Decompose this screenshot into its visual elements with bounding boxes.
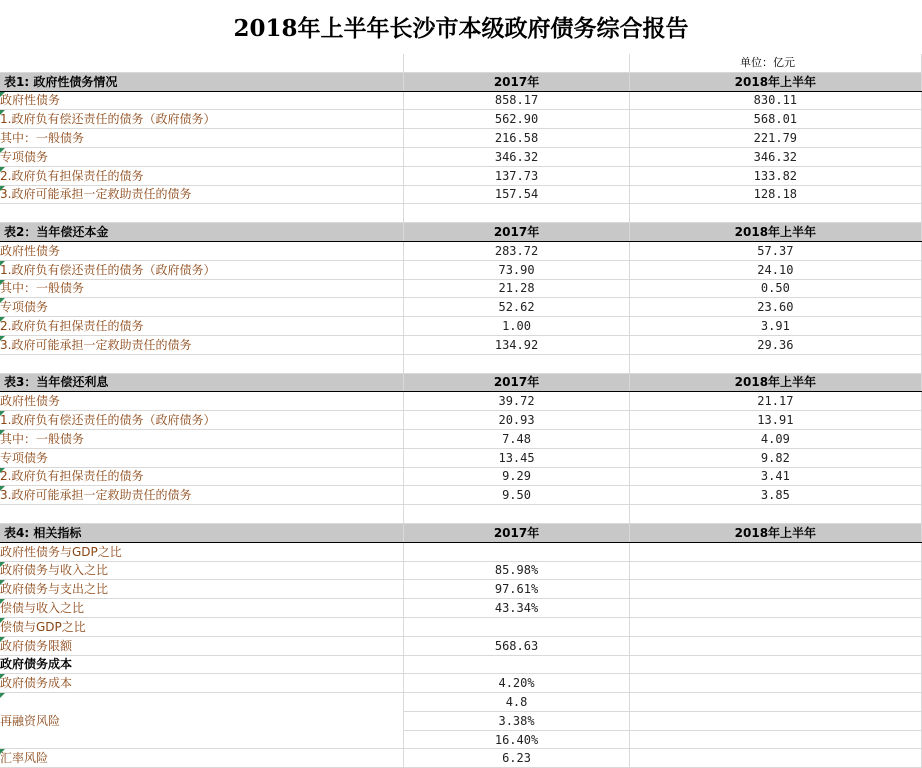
cell-value[interactable]: 346.32 [629,147,921,166]
cell-value[interactable] [629,561,921,580]
section-header [0,655,922,674]
row-label[interactable]: 政府性债务 [0,392,404,411]
cell-value[interactable]: 21.28 [404,279,629,298]
cell-value[interactable]: 128.18 [629,185,921,204]
cell-value[interactable]: 9.50 [404,486,629,505]
cell-value[interactable]: 52.62 [404,298,629,317]
cell-value[interactable]: 57.37 [629,241,921,260]
table-row [0,693,922,712]
cell-value[interactable]: 13.45 [404,448,629,467]
cell-value[interactable] [629,580,921,599]
unit-row [0,54,922,72]
table-title[interactable]: 表4: 相关指标 [0,523,404,542]
blank-row [0,354,922,373]
table-row [0,335,922,354]
table-header [0,523,922,542]
report-title: 2018年上半年长沙市本级政府债务综合报告 [233,14,689,42]
table-row [0,147,922,166]
row-label[interactable]: 1.政府负有偿还责任的债务（政府债务） [0,260,404,279]
column-header[interactable]: 2018年上半年 [629,373,921,392]
cell-value[interactable]: 568.01 [629,110,921,129]
cell-value[interactable]: 221.79 [629,129,921,148]
table-row [0,129,922,148]
blank-row [0,204,922,223]
cell-value[interactable]: 85.98% [404,561,629,580]
table-row [0,279,922,298]
table-row [0,467,922,486]
table-row [0,542,922,561]
debt-table [0,54,922,768]
cell-value[interactable]: 43.34% [404,599,629,618]
row-label[interactable]: 政府性债务与GDP之比 [0,542,404,561]
row-label[interactable]: 2.政府负有担保责任的债务 [0,317,404,336]
table-row [0,674,922,693]
cell-value[interactable] [404,542,629,561]
table-row [0,580,922,599]
cell-value[interactable]: 568.63 [404,636,629,655]
row-label[interactable]: 专项债务 [0,147,404,166]
row-label[interactable]: 政府性债务 [0,241,404,260]
column-header[interactable]: 2018年上半年 [629,72,921,91]
row-label[interactable]: 其中：一般债务 [0,129,404,148]
blank-row [0,505,922,524]
cell-value[interactable] [404,617,629,636]
table-row [0,317,922,336]
row-label[interactable]: 偿债与收入之比 [0,599,404,618]
table-row [0,448,922,467]
cell-value[interactable]: 830.11 [629,91,921,110]
cell-value[interactable] [629,617,921,636]
table-title[interactable]: 表2：当年偿还本金 [0,223,404,242]
table-row [0,486,922,505]
table-row [0,241,922,260]
cell-value[interactable]: 562.90 [404,110,629,129]
cell-value[interactable]: 134.92 [404,335,629,354]
row-label[interactable]: 专项债务 [0,298,404,317]
table-header [0,373,922,392]
row-label[interactable]: 政府债务成本 [0,674,404,693]
row-label[interactable]: 偿债与GDP之比 [0,617,404,636]
cell-value[interactable]: 157.54 [404,185,629,204]
table-row [0,298,922,317]
row-label[interactable]: 1.政府负有偿还责任的债务（政府债务） [0,411,404,430]
cell-value[interactable]: 29.36 [629,335,921,354]
cell-value[interactable]: 1.00 [404,317,629,336]
cell-value[interactable]: 0.50 [629,279,921,298]
table-title[interactable]: 表1: 政府性债务情况 [0,72,404,91]
cell-value[interactable]: 21.17 [629,392,921,411]
cell-value[interactable] [629,599,921,618]
cell-value[interactable]: 858.17 [404,91,629,110]
cell-value[interactable]: 4.20% [404,674,629,693]
table-row [0,617,922,636]
cell-value[interactable]: 6.23 [404,749,629,768]
cell-value[interactable]: 9.29 [404,467,629,486]
row-label[interactable]: 汇率风险 [0,749,404,768]
row-label[interactable]: 政府性债务 [0,91,404,110]
row-label[interactable]: 再融资风险 [0,693,404,749]
cell-value[interactable] [629,636,921,655]
cell-value[interactable]: 9.82 [629,448,921,467]
cell-value[interactable]: 3.85 [629,486,921,505]
section-title[interactable]: 政府债务成本 [0,655,404,674]
row-label[interactable]: 2.政府负有担保责任的债务 [0,467,404,486]
cell-value[interactable]: 137.73 [404,166,629,185]
table-header [0,223,922,242]
cell-value[interactable]: 20.93 [404,411,629,430]
row-label[interactable]: 1.政府负有偿还责任的债务（政府债务） [0,110,404,129]
table-row [0,260,922,279]
cell-value[interactable]: 7.48 [404,429,629,448]
cell-value[interactable]: 23.60 [629,298,921,317]
table-row [0,185,922,204]
row-label[interactable]: 政府债务与收入之比 [0,561,404,580]
cell-value[interactable]: 133.82 [629,166,921,185]
row-label[interactable]: 3.政府可能承担一定救助责任的债务 [0,335,404,354]
table-row [0,411,922,430]
table-row [0,429,922,448]
cell-value[interactable]: 3.41 [629,467,921,486]
table-row [0,392,922,411]
cell-value[interactable]: 3.91 [629,317,921,336]
cell-value[interactable]: 13.91 [629,411,921,430]
cell-value[interactable] [629,542,921,561]
table-header [0,72,922,91]
table-row [0,166,922,185]
unit-label: 单位：亿元 [740,56,795,69]
row-label[interactable]: 政府债务限额 [0,636,404,655]
row-label[interactable]: 专项债务 [0,448,404,467]
cell-value[interactable]: 97.61% [404,580,629,599]
cell-value[interactable]: 4.8 [404,693,629,712]
row-label[interactable]: 其中：一般债务 [0,429,404,448]
cell-value[interactable]: 346.32 [404,147,629,166]
column-header[interactable]: 2017年 [404,373,629,392]
cell-value[interactable]: 24.10 [629,260,921,279]
table-title[interactable]: 表3：当年偿还利息 [0,373,404,392]
cell-value[interactable]: 216.58 [404,129,629,148]
cell-value[interactable]: 16.40% [404,730,629,749]
column-header[interactable]: 2017年 [404,523,629,542]
cell-value[interactable]: 73.90 [404,260,629,279]
cell-value[interactable]: 3.38% [404,711,629,730]
table-row [0,636,922,655]
cell-value[interactable]: 39.72 [404,392,629,411]
table-row [0,91,922,110]
row-label[interactable]: 3.政府可能承担一定救助责任的债务 [0,185,404,204]
column-header[interactable]: 2018年上半年 [629,223,921,242]
column-header[interactable]: 2017年 [404,72,629,91]
table-row [0,110,922,129]
table-row [0,599,922,618]
cell-value[interactable]: 283.72 [404,241,629,260]
row-label[interactable]: 2.政府负有担保责任的债务 [0,166,404,185]
cell-value[interactable]: 4.09 [629,429,921,448]
column-header[interactable]: 2018年上半年 [629,523,921,542]
row-label[interactable]: 其中：一般债务 [0,279,404,298]
row-label[interactable]: 3.政府可能承担一定救助责任的债务 [0,486,404,505]
table-row [0,561,922,580]
table-row [0,749,922,768]
row-label[interactable]: 政府债务与支出之比 [0,580,404,599]
column-header[interactable]: 2017年 [404,223,629,242]
